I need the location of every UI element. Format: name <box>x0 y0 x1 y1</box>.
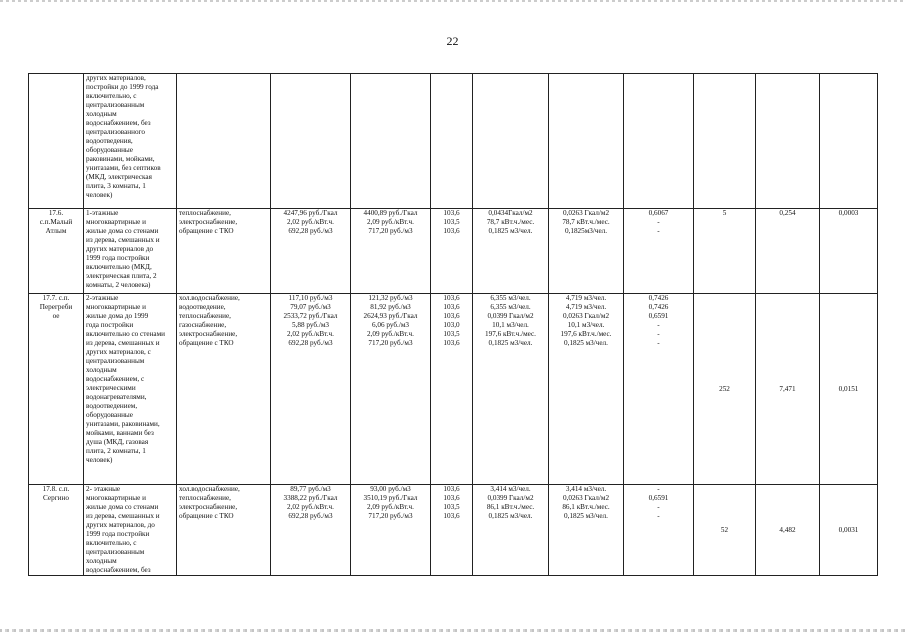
scan-edge-top <box>0 0 905 2</box>
cell-norm-1: 3,414 м3/чел. 0,0399 Гкал/м2 86,1 кВт.ч./мес. 0,1825 м3/чел. <box>473 485 549 576</box>
table-row <box>29 74 878 209</box>
cell-index: 103,6 103,6 103,6 103,0 103,5 103,6 <box>431 294 473 485</box>
cell-index: 103,6 103,6 103,5 103,6 <box>431 485 473 576</box>
cell-col10: 52 <box>694 485 756 576</box>
cell-col11: 0,254 <box>756 209 820 294</box>
cell-coef: 0,7426 0,7426 0,6591 - - - <box>624 294 694 485</box>
cell-norm-1 <box>473 74 549 209</box>
cell-tariff-2: 4400,89 руб./Гкал 2,09 руб./кВт.ч. 717,20 руб./м3 <box>351 209 431 294</box>
cell-id <box>29 74 84 209</box>
scan-edge-bottom <box>0 629 905 632</box>
cell-coef <box>624 74 694 209</box>
table-row <box>29 294 878 485</box>
cell-norm-2: 3,414 м3/чел. 0,0263 Гкал/м2 86,1 кВт.ч./мес. 0,1825 м3/чел. <box>549 485 624 576</box>
cell-coef: 0,6067 - - <box>624 209 694 294</box>
cell-coef: - 0,6591 - - <box>624 485 694 576</box>
cell-services: теплоснабжение, электроснабжение, обращение с ТКО <box>177 209 271 294</box>
cell-norm-2 <box>549 74 624 209</box>
cell-description: 2- этажные многоквартирные и жилые дома со стенами из дерева, смешанных и других материалов, до 1999 года постройки включительно, с централизованным холодным водоснабжением, без <box>84 485 177 576</box>
cell-description: 2-этажные многоквартирные и жилые дома до 1999 года постройки включительно со стенами из дерева, смешанных и других материалов, с централизованным холодным водоснабжением, с электрическими водонагревателями, водоотведением, оборудованные унитазами, раковинами, мойками, ваннами без душа (МКД, газовая плита, 2 комнаты, 1 человек) <box>84 294 177 485</box>
cell-norm-1: 6,355 м3/чел. 6,355 м3/чел. 0,0399 Гкал/м2 10,1 м3/чел. 197,6 кВт.ч./мес. 0,1825 м3/чел. <box>473 294 549 485</box>
cell-tariff-2 <box>351 74 431 209</box>
cell-tariff-1: 4247,96 руб./Гкал 2,02 руб./кВт.ч. 692,28 руб./м3 <box>271 209 351 294</box>
cell-tariff-2: 121,32 руб./м3 81,92 руб./м3 2624,93 руб./Гкал 6,06 руб./м3 2,09 руб./кВт.ч. 717,20 руб./м3 <box>351 294 431 485</box>
table-body <box>29 74 878 576</box>
cell-col12: 0,0151 <box>820 294 878 485</box>
cell-id: 17.7. с.п. Перегреби ое <box>29 294 84 485</box>
cell-tariff-1: 117,10 руб./м3 79,07 руб./м3 2533,72 руб./Гкал 5,88 руб./м3 2,02 руб./кВт.ч. 692,28 руб./м3 <box>271 294 351 485</box>
page-number: 22 <box>446 34 459 48</box>
cell-col10: 252 <box>694 294 756 485</box>
cell-id: 17.6. с.п.Малый Атлым <box>29 209 84 294</box>
cell-tariff-2: 93,00 руб./м3 3510,19 руб./Гкал 2,09 руб./кВт.ч. 717,20 руб./м3 <box>351 485 431 576</box>
cell-col11: 7,471 <box>756 294 820 485</box>
cell-services: хол.водоснабжение, водоотведение, теплоснабжение, газоснабжение, электроснабжение, обращение с ТКО <box>177 294 271 485</box>
table-row <box>29 485 878 576</box>
cell-col12: 0,0031 <box>820 485 878 576</box>
cell-index <box>431 74 473 209</box>
cell-id: 17.8. с.п. Сергино <box>29 485 84 576</box>
cell-tariff-1: 89,77 руб./м3 3388,22 руб./Гкал 2,02 руб./кВт.ч. 692,28 руб./м3 <box>271 485 351 576</box>
cell-col10: 5 <box>694 209 756 294</box>
cell-norm-1: 0,0434Гкал/м2 78,7 кВт.ч./мес. 0,1825 м3/чел. <box>473 209 549 294</box>
cell-norm-2: 4,719 м3/чел. 4,719 м3/чел. 0,0263 Гкал/м2 10,1 м3/чел. 197,6 кВт.ч./мес. 0,1825 м3/чел. <box>549 294 624 485</box>
cell-col11: 4,482 <box>756 485 820 576</box>
cell-index: 103,6 103,5 103,6 <box>431 209 473 294</box>
cell-norm-2: 0,0263 Гкал/м2 78,7 кВт.ч./мес. 0,1825м3/чел. <box>549 209 624 294</box>
cell-services: хол.водоснабжение, теплоснабжение, электроснабжение, обращение с ТКО <box>177 485 271 576</box>
table-row <box>29 209 878 294</box>
cell-col12: 0,0003 <box>820 209 878 294</box>
cell-col10 <box>694 74 756 209</box>
cell-col12 <box>820 74 878 209</box>
cell-tariff-1 <box>271 74 351 209</box>
tariff-table <box>28 73 878 576</box>
cell-col11 <box>756 74 820 209</box>
cell-description: других материалов, постройки до 1999 года включительно, с централизованным холодным водоснабжением, без централизованного водоотведения, оборудованные раковинами, мойками, унитазами, без септиков (МКД, электрическая плита, 3 комнаты, 1 человек) <box>84 74 177 209</box>
cell-description: 1-этажные многоквартирные и жилые дома со стенами из дерева, смешанных и других материалов до 1999 года постройки включительно (МКД, электрическая плита, 2 комнаты, 2 человека) <box>84 209 177 294</box>
cell-services <box>177 74 271 209</box>
